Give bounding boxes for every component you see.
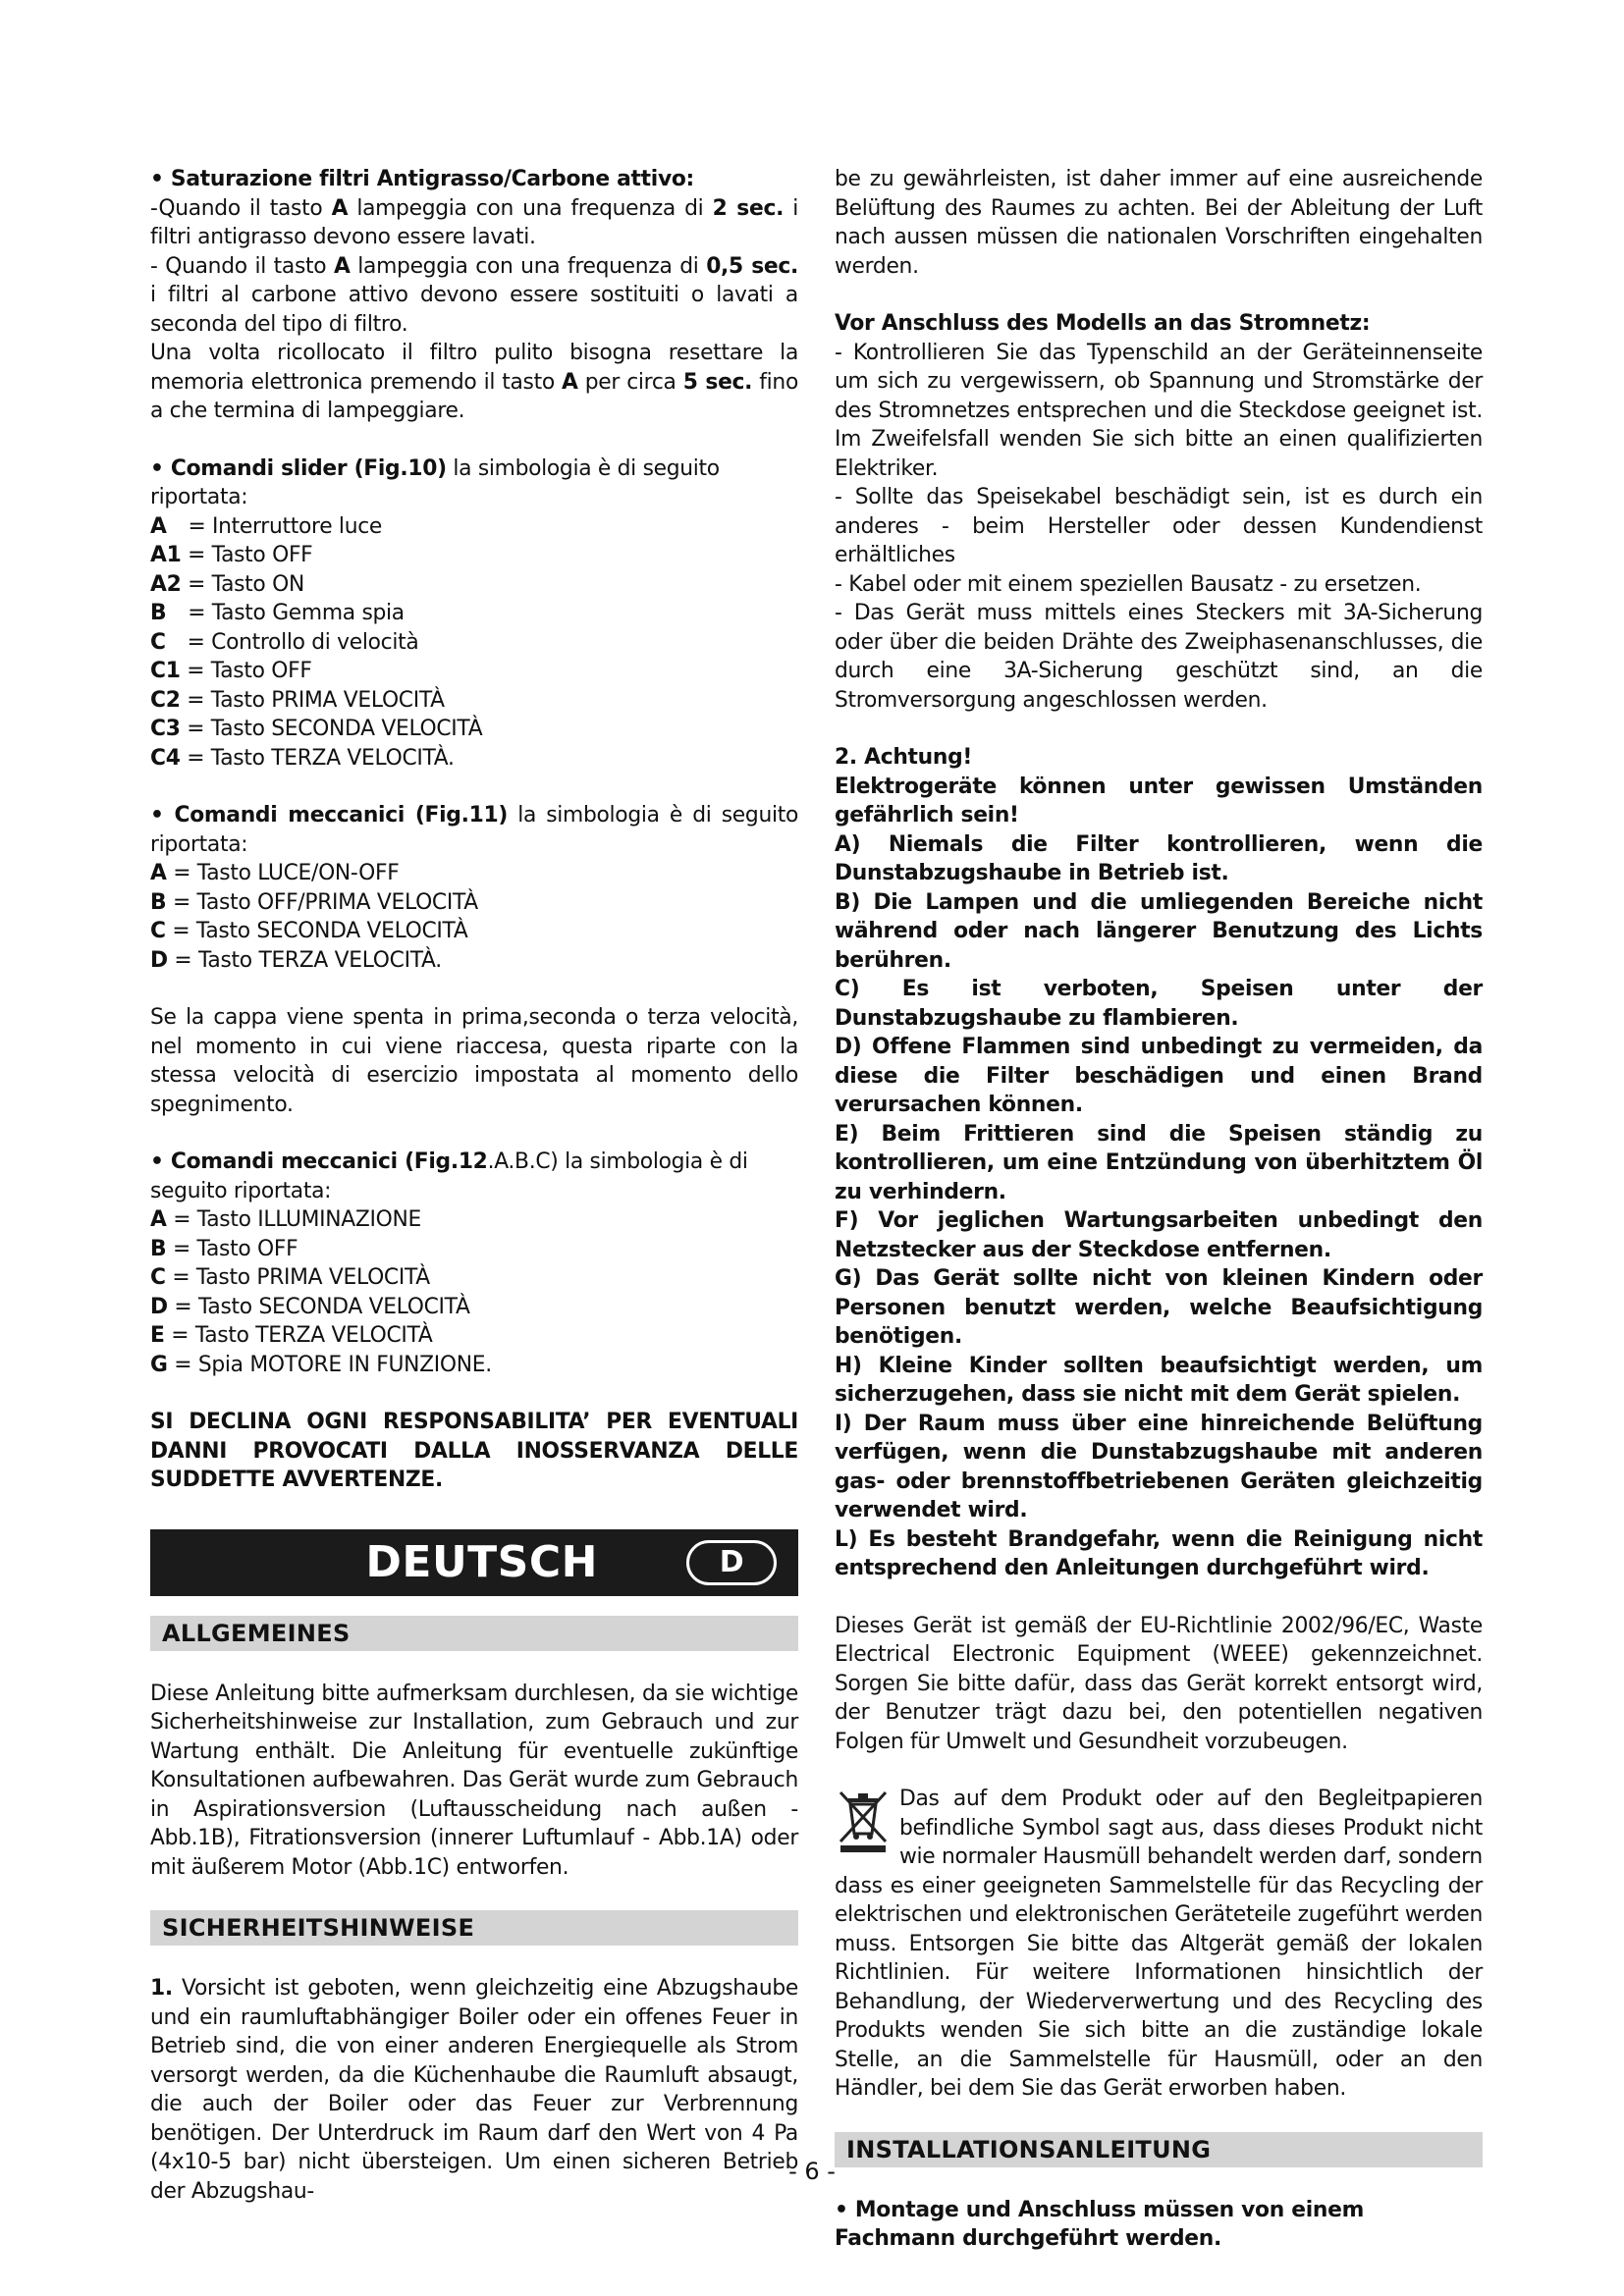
achtung-line: C) Es ist verboten, Speisen unter der Dunstabzugshaube zu flambieren. <box>835 977 1483 1031</box>
weee-text: Dieses Gerät ist gemäß der EU-Richtlinie 2002/96/EC, Waste Electrical Electronic Equipment (WEEE) gekennzeichnet. Sorgen Sie bitte dafür, dass das Gerät korrekt entsorgt wird, der Benutzer trägt dazu bei, den potentiellen negativen Folgen für Umwelt und Gesundheit vorzubeugen. <box>835 1613 1483 1754</box>
list-item: B = Tasto OFF <box>150 1236 298 1261</box>
section-head-installation: INSTALLATIONSANLEITUNG <box>835 2132 1483 2167</box>
left-column <box>150 165 798 2206</box>
sicherheit-text: 1. Vorsicht ist geboten, wenn gleichzeitig eine Abzugshaube und ein raumluftabhängiger Boiler oder ein offenes Feuer in Betrieb sind, die von einer anderen Energiequelle als Strom versorgt werden, da die Küchenhaube die Raumluft absaugt, die auch der Boiler oder das Feuer zur Verbrennung benötigen. Der Unterdruck im Raum darf den Wert von 4 Pa (4x10-5 bar) nicht übersteigen. Um einen sicheren Betrieb der Abzugshau- <box>150 1976 798 2204</box>
list-item: C3 = Tasto SECONDA VELOCITÀ <box>150 717 483 741</box>
allgemeines-text: Diese Anleitung bitte aufmerksam durchlesen, da sie wichtige Sicherheitshinweise zur Installation, zum Gebrauch und zur Wartung enthält. Die Anleitung für eventuelle zukünftige Konsultationen aufbewahren. Das Gerät wurde zum Gebrauch in Aspirationsversion (Luftausscheidung nach außen - Abb.1B), Fitrationsversion (innerer Luftumlauf - Abb.1A) oder mit äußerem Motor (Abb.1C) entworfen. <box>150 1681 798 1880</box>
stromnetz-line: - Das Gerät muss mittels eines Steckers mit 3A-Sicherung oder über die beiden Drähte des Zweiphasenanschlusses, die durch eine 3A-Sicherung geschützt sind, an die Stromversorgung angeschlossen werden. <box>835 601 1483 713</box>
list-item: A = Interruttore luce <box>150 513 382 539</box>
mecc11-heading: • Comandi meccanici (Fig.11) la simbologia è di seguito riportata: <box>150 801 798 859</box>
list-item: C = Controllo di velocità <box>150 629 419 655</box>
cappa-note: Se la cappa viene spenta in prima,seconda o terza velocità, nel momento in cui viene riaccesa, questa riparte con la stessa velocità di esercizio impostata al momento dello spegnimento. <box>150 1005 798 1117</box>
achtung-line: L) Es besteht Brandgefahr, wenn die Reinigung nicht entsprechend den Anleitungen durchgeführt wird. <box>835 1526 1483 1580</box>
list-item: A2 = Tasto ON <box>150 571 304 597</box>
saturazione-para-1: -Quando il tasto A lampeggia con una frequenza di 2 sec. i filtri antigrasso devono essere lavati. <box>150 195 799 249</box>
achtung-line: I) Der Raum muss über eine hinreichende Belüftung verfügen, wenn die Dunstabzugshaube mit anderen gas- oder brennstoffbetriebenen Geräten gleichzeitig verwendet wird. <box>835 1411 1483 1522</box>
achtung-line: F) Vor jeglichen Wartungsarbeiten unbedingt den Netzstecker aus der Steckdose entfernen. <box>835 1208 1483 1262</box>
list-item: B = Tasto OFF/PRIMA VELOCITÀ <box>150 889 478 915</box>
stromnetz-line: - Kabel oder mit einem speziellen Bausatz - zu ersetzen. <box>835 571 1422 597</box>
mecc12-heading: • Comandi meccanici (Fig.12.A.B.C) la simbologia è di seguito riportata: <box>150 1148 798 1205</box>
list-item: B = Tasto Gemma spia <box>150 601 405 625</box>
weee-block <box>835 1785 1483 1872</box>
list-item: C = Tasto SECONDA VELOCITÀ <box>150 919 468 943</box>
slider-heading: • Comandi slider (Fig.10) la simbologia è di seguito riportata: <box>150 454 798 512</box>
language-badge: D <box>686 1540 777 1585</box>
list-item: C1 = Tasto OFF <box>150 659 312 683</box>
install-bullet: • Montage und Anschluss müssen von einem Fachmann durchgeführt werden. <box>835 2196 1483 2254</box>
weee-symbol-text-cont: dass es einer geeigneten Sammelstelle für das Recycling der elektrischen und elektronischen Geräteteile zugeführt werden muss. Entsorgen Sie bitte das Altgerät gemäß der lokalen Richtlinien. Für weitere Informationen hinsichtlich der Behandlung, der Wiederverwertung und des Recycling des Produkts wenden Sie sich bitte an die zuständige lokale Stelle, an die Sammelstelle für Hausmüll, oder an den Händler, bei dem Sie das Gerät erworben haben. <box>835 1873 1483 2101</box>
stromnetz-title: Vor Anschluss des Modells an das Stromnetz: <box>835 311 1371 336</box>
list-item: D = Tasto TERZA VELOCITÀ. <box>150 947 442 973</box>
crossed-bin-icon <box>835 1785 893 1853</box>
right-column <box>835 165 1483 2254</box>
saturazione-title: • Saturazione filtri Antigrasso/Carbone attivo: <box>150 165 798 194</box>
achtung-line: B) Die Lampen und die umliegenden Bereiche nicht während oder nach längerer Benutzung des Lichts berühren. <box>835 889 1483 973</box>
achtung-line: H) Kleine Kinder sollten beaufsichtigt werden, um sicherzugehen, dass sie nicht mit dem Gerät spielen. <box>835 1353 1483 1407</box>
achtung-line: G) Das Gerät sollte nicht von kleinen Kindern oder Personen benutzt werden, welche Beaufsichtigung benötigen. <box>835 1266 1483 1349</box>
stromnetz-line: - Sollte das Speisekabel beschädigt sein, ist es durch ein anderes - beim Hersteller oder dessen Kundendienst erhältliches <box>835 485 1483 567</box>
mecc12-list <box>150 1205 798 1379</box>
list-item: C = Tasto PRIMA VELOCITÀ <box>150 1265 430 1290</box>
achtung-line: Elektrogeräte können unter gewissen Umständen gefährlich sein! <box>835 774 1483 828</box>
achtung-line: A) Niemals die Filter kontrollieren, wenn die Dunstabzugshaube in Betrieb ist. <box>835 831 1483 885</box>
list-item: C4 = Tasto TERZA VELOCITÀ. <box>150 745 455 771</box>
achtung-block <box>835 743 1483 1583</box>
list-item: D = Tasto SECONDA VELOCITÀ <box>150 1294 470 1319</box>
saturazione-para-2: - Quando il tasto A lampeggia con una frequenza di 0,5 sec. i filtri al carbone attivo devono essere sostituiti o lavati a seconda del tipo di filtro. <box>150 253 799 337</box>
list-item: A1 = Tasto OFF <box>150 543 313 567</box>
list-item: A = Tasto ILLUMINAZIONE <box>150 1207 421 1232</box>
language-banner <box>150 1529 798 1596</box>
section-head-sicherheitshinweise: SICHERHEITSHINWEISE <box>150 1910 798 1946</box>
section-head-allgemeines: ALLGEMEINES <box>150 1616 798 1651</box>
page-number: - 6 - <box>788 2158 836 2185</box>
saturazione-para-3: Una volta ricollocato il filtro pulito bisogna resettare la memoria elettronica premendo il tasto A per circa 5 sec. fino a che termina di lampeggiare. <box>150 341 798 423</box>
slider-list <box>150 512 798 774</box>
weee-symbol-text: Das auf dem Produkt oder auf den Begleitpapieren befindliche Symbol sagt aus, dass dieses Produkt nicht wie normaler Hausmüll behandelt werden darf, sondern <box>899 1787 1483 1869</box>
achtung-line: E) Beim Frittieren sind die Speisen ständig zu kontrollieren, um eine Entzündung von überhitztem Öl zu verhindern. <box>835 1121 1483 1204</box>
mecc11-list <box>150 859 798 975</box>
list-item: E = Tasto TERZA VELOCITÀ <box>150 1323 433 1348</box>
achtung-line: D) Offene Flammen sind unbedingt zu vermeiden, da diese die Filter beschädigen und einen Brand verursachen können. <box>835 1035 1483 1117</box>
stromnetz-line: - Kontrollieren Sie das Typenschild an der Geräteinnenseite um sich zu vergewissern, ob Spannung und Stromstärke der des Stromnetzes entsprechen und die Steckdose geeignet ist. Im Zweifelsfall wenden Sie sich bitte an einen qualifizierten Elektriker. <box>835 340 1483 481</box>
list-item: G = Spia MOTORE IN FUNZIONE. <box>150 1352 492 1377</box>
continuation-text: be zu gewährleisten, ist daher immer auf eine ausreichende Belüftung des Raumes zu achten. Bei der Ableitung der Luft nach aussen müssen die nationalen Vorschriften eingehalten werden. <box>835 167 1483 279</box>
achtung-line: 2. Achtung! <box>835 745 973 770</box>
list-item: A = Tasto LUCE/ON-OFF <box>150 861 400 885</box>
banner-title: DEUTSCH <box>365 1536 598 1587</box>
disclaimer: SI DECLINA OGNI RESPONSABILITA’ PER EVENTUALI DANNI PROVOCATI DALLA INOSSERVANZA DELLE SUDDETTE AVVERTENZE. <box>150 1410 798 1492</box>
list-item: C2 = Tasto PRIMA VELOCITÀ <box>150 687 445 713</box>
